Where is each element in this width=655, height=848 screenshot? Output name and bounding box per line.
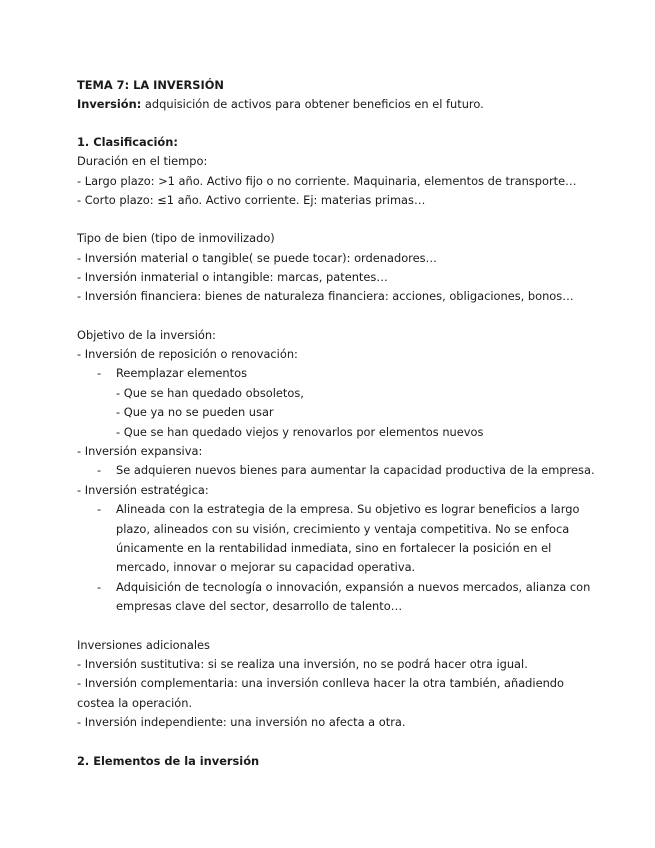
reposicion-label: - Inversión de reposición o renovación: (77, 347, 298, 361)
duracion-label: Duración en el tiempo: (77, 154, 208, 168)
list-item: - Que se han quedado obsoletos, (116, 386, 304, 400)
section-heading-elementos: 2. Elementos de la inversión (77, 754, 260, 768)
adicionales-label: Inversiones adicionales (77, 638, 210, 652)
list-item-continuation: costea la operación. (77, 696, 193, 710)
list-item: - Que se han quedado viejos y renovarlos por elementos nuevos (116, 425, 484, 439)
list-item: - Adquisición de tecnología o innovación, expansión a nuevos mercados, alianza con (97, 580, 591, 594)
list-item: - Reemplazar elementos (97, 366, 248, 380)
list-item-continuation: mercado, innovar o mejorar su capacidad operativa. (116, 560, 416, 574)
list-item: - Largo plazo: >1 año. Activo fijo o no corriente. Maquinaria, elementos de transporte… (77, 174, 577, 188)
expansiva-label: - Inversión expansiva: (77, 444, 203, 458)
definition-text: adquisición de activos para obtener beneficios en el futuro. (141, 97, 484, 111)
list-item: - Inversión complementaria: una inversión conlleva hacer la otra también, añadiendo (77, 676, 564, 690)
list-item: - Inversión independiente: una inversión no afecta a otra. (77, 715, 406, 729)
list-item: - Inversión material o tangible( se puede tocar): ordenadores… (77, 251, 437, 265)
list-item: - Alineada con la estrategia de la empresa. Su objetivo es lograr beneficios a largo (97, 502, 580, 516)
definition-term: Inversión: (77, 97, 142, 111)
list-item-continuation: plazo, alineados con su visión, crecimiento y ventaja competitiva. No se enfoca (116, 522, 570, 536)
list-item: - Se adquieren nuevos bienes para aumentar la capacidad productiva de la empresa. (97, 463, 595, 477)
objetivo-label: Objetivo de la inversión: (77, 328, 216, 342)
estrategica-label: - Inversión estratégica: (77, 483, 209, 497)
tipo-bien-label: Tipo de bien (tipo de inmovilizado) (77, 231, 275, 245)
page-title: TEMA 7: LA INVERSIÓN (77, 78, 224, 92)
list-item: - Que ya no se pueden usar (116, 405, 274, 419)
definition-line (77, 95, 484, 114)
section-heading-clasificacion: 1. Clasificación: (77, 135, 178, 149)
list-item: - Inversión inmaterial o intangible: marcas, patentes… (77, 270, 388, 284)
list-item: - Inversión financiera: bienes de naturaleza financiera: acciones, obligaciones, bonos… (77, 289, 574, 303)
list-item: - Corto plazo: ≤1 año. Activo corriente. Ej: materias primas… (77, 193, 426, 207)
list-item-continuation: únicamente en la rentabilidad inmediata, sino en fortalecer la posición en el (116, 541, 552, 555)
list-item: - Inversión sustitutiva: si se realiza una inversión, no se podrá hacer otra igual. (77, 657, 528, 671)
list-item-continuation: empresas clave del sector, desarrollo de talento… (116, 599, 403, 613)
